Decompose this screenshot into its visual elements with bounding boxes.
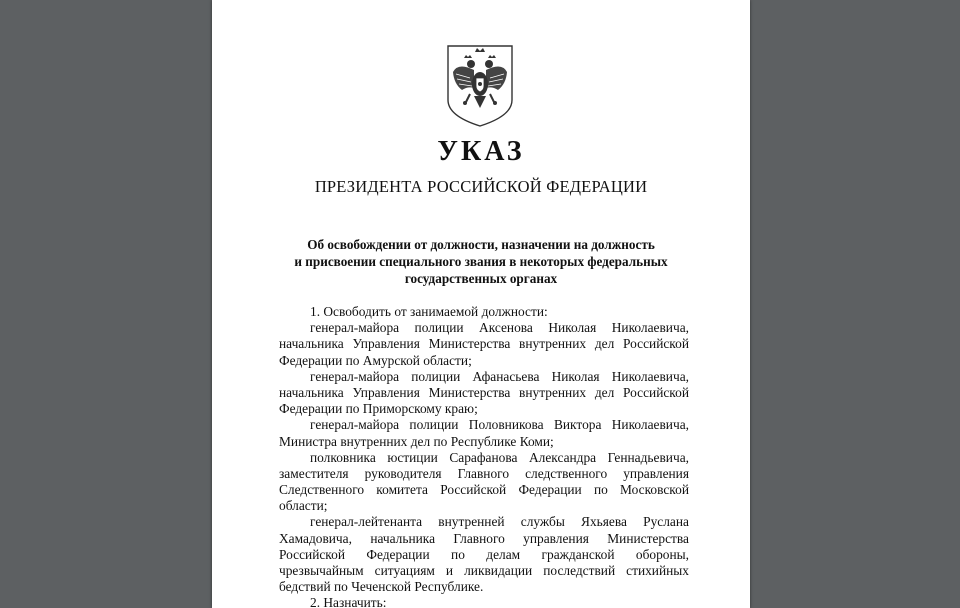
body-line: области;	[279, 498, 328, 514]
body-line: полковника юстиции Сарафанова Александра Геннадьевича,	[310, 449, 689, 465]
body-line: генерал-лейтенанта внутренней службы Яхьяева Руслана	[310, 514, 689, 530]
body-line: генерал-майора полиции Аксенова Николая Николаевича,	[310, 320, 689, 336]
body-line: Следственного комитета Российской Федерации по Московской	[279, 482, 689, 498]
body-line: Российской Федерации по делам гражданской обороны,	[279, 546, 689, 562]
body-line: начальника Управления Министерства внутренних дел Российской	[279, 384, 689, 400]
document-subtitle: ПРЕЗИДЕНТА РОССИЙСКОЙ ФЕДЕРАЦИИ	[314, 177, 648, 196]
body-line: Федерации по Приморскому краю;	[279, 401, 478, 417]
document-title: УКАЗ	[437, 136, 525, 167]
body-line: генерал-майора полиции Половникова Виктора Николаевича,	[310, 417, 689, 433]
heading-line: Об освобождении от должности, назначении на должность	[307, 237, 655, 252]
document-heading	[252, 236, 710, 287]
russian-coat-of-arms-icon	[444, 42, 516, 128]
document-page[interactable]	[212, 0, 750, 608]
body-line: 1. Освободить от занимаемой должности:	[310, 304, 548, 319]
body-line: начальника Управления Министерства внутренних дел Российской	[279, 336, 689, 352]
body-line: чрезвычайным ситуациям и ликвидации последствий стихийных	[279, 563, 689, 578]
body-line: 2. Назначить:	[310, 595, 387, 608]
body-line: Федерации по Амурской области;	[279, 352, 472, 368]
body-line: Министра внутренних дел по Республике Коми;	[279, 433, 554, 449]
body-line: Хамадовича, начальника Главного управления Министерства	[279, 530, 689, 546]
body-line: заместителя руководителя Главного следственного управления	[279, 465, 689, 481]
body-line: генерал-майора полиции Афанасьева Николая Николаевича,	[310, 368, 689, 384]
document-body	[279, 304, 689, 608]
heading-line: и присвоении специального звания в некоторых федеральных	[294, 254, 668, 269]
heading-line: государственных органах	[404, 271, 558, 286]
body-line: бедствий по Чеченской Республике.	[279, 579, 484, 595]
